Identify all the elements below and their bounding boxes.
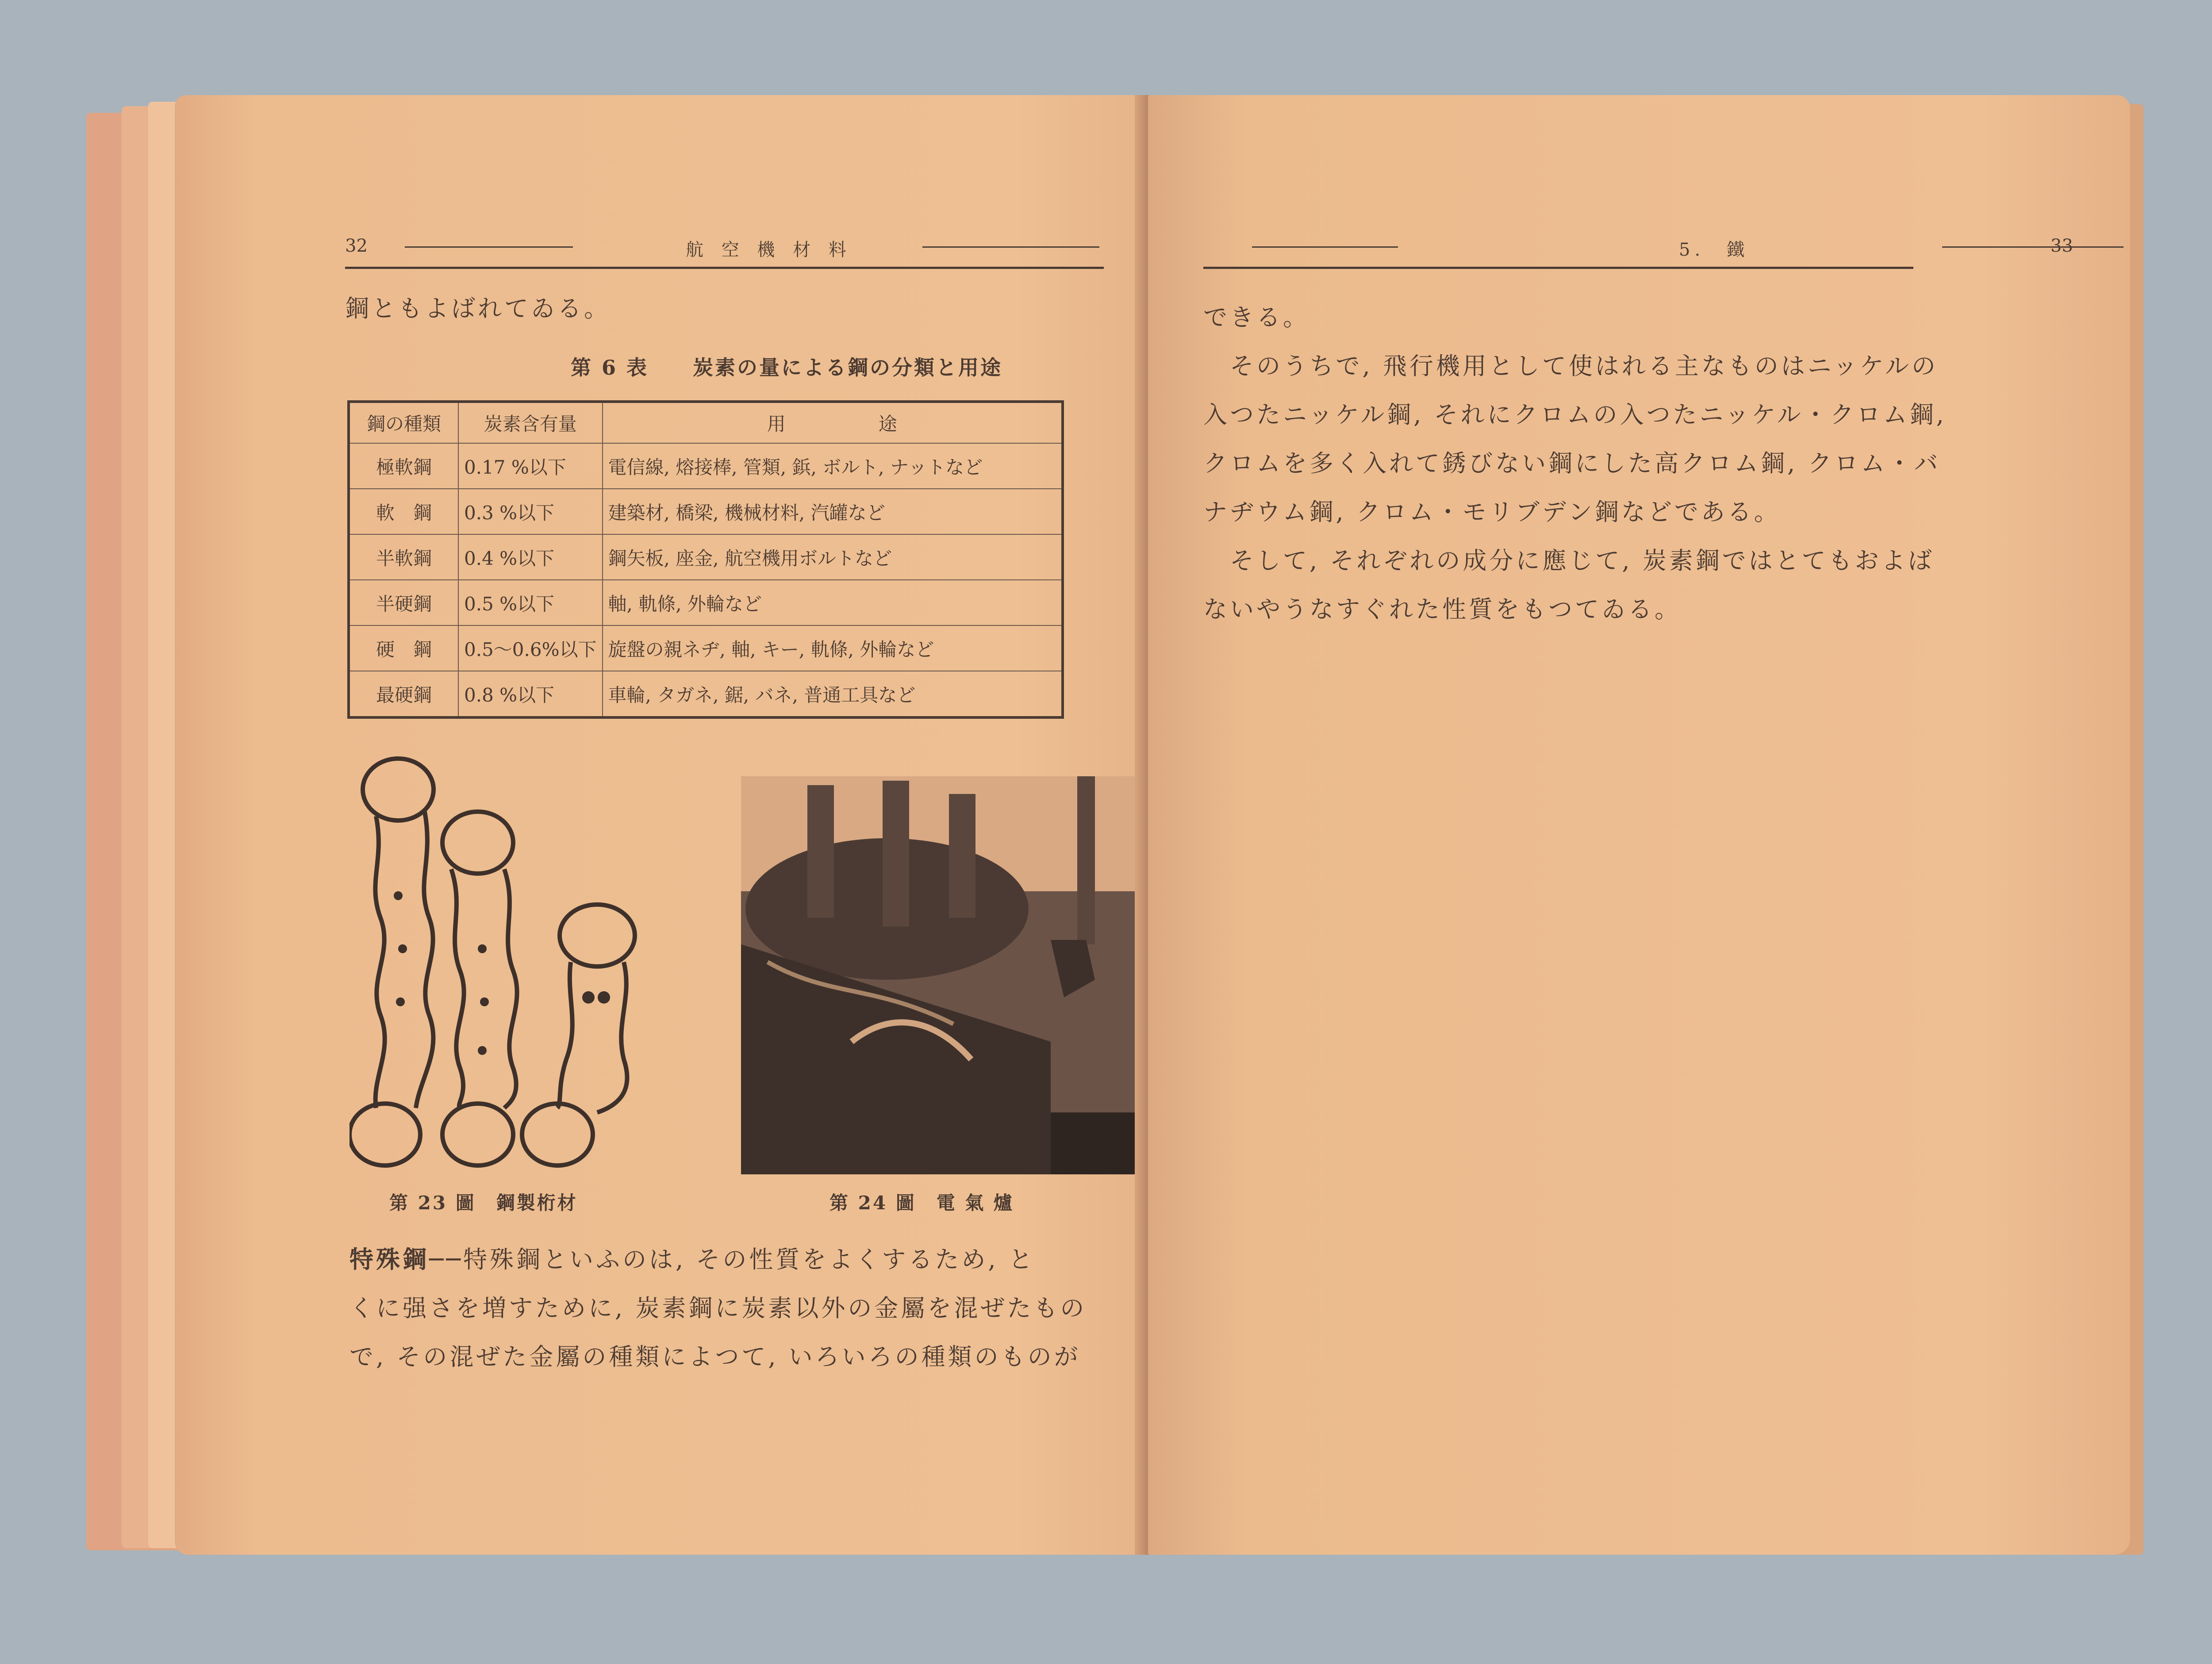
body-line: ──特殊鋼といふのは, その性質をよくするため, と [429,1246,1035,1273]
table-cell: 軟 鋼 [349,489,458,534]
table-row [349,625,1063,671]
table-title: 第 6 表 炭素の量による鋼の分類と用途 [571,356,1003,380]
body-line: クロムを多く入れて銹びない鋼にした高クロム鋼, クロム・バ [1203,449,1941,477]
body-line: そのうちで, 飛行機用として使はれる主なものはニッケルの [1203,352,1938,380]
running-head-left: 航 空 機 材 料 [686,240,853,260]
steel-girder-illustration [349,750,695,1174]
carbon-steel-table [347,400,1064,719]
open-book [86,95,2143,1564]
right-page [1148,95,2130,1555]
table-cell: 硬 鋼 [349,625,458,671]
table-row [349,443,1063,489]
header-rule-left [405,246,573,248]
table-cell: 0.5～0.6%以下 [458,625,603,671]
table-cell: 0.17 %以下 [458,443,603,489]
header-underline-left [345,267,1104,269]
header-rule-left [922,246,1099,248]
body-line: できる。 [1203,303,1310,331]
table-cell: 建築材, 橋梁, 機械材料, 汽罐など [603,489,1063,534]
header-underline-right [1203,267,1913,269]
figure-23-caption: 第 23 圖 鋼製桁材 [389,1192,578,1214]
table-row [349,534,1063,580]
table-cell: 0.3 %以下 [458,489,603,534]
table-cell: 軸, 軌條, 外輪など [603,580,1063,625]
figure-24-caption: 第 24 圖 電 氣 爐 [830,1192,1014,1214]
page-number-right: 33 [2051,236,2073,256]
table-cell: 0.4 %以下 [458,534,603,580]
table-cell: 半硬鋼 [349,580,458,625]
body-line: くに强さを増すために, 炭素鋼に炭素以外の金屬を混ぜたもの [349,1294,1087,1322]
table-cell: 0.5 %以下 [458,580,603,625]
body-line: で, その混ぜた金屬の種類によつて, いろいろの種類のものが [349,1343,1081,1371]
body-line: ないやうなすぐれた性質をもつてゐる。 [1203,595,1681,623]
table-cell: 0.8 %以下 [458,671,603,717]
table-cell: 最硬鋼 [349,671,458,717]
special-steel-heading: 特殊鋼 [349,1245,429,1273]
table-row [349,489,1063,534]
body-line: そして, それぞれの成分に應じて, 炭素鋼ではとてもおよば [1203,547,1935,575]
table-row [349,671,1063,717]
header-rule-right [1252,246,1398,248]
body-line: 鋼ともよばれてゐる。 [345,295,611,322]
table-cell: 車輪, タガネ, 鋸, バネ, 普通工具など [603,671,1063,717]
body-line: 入つたニッケル鋼, それにクロムの入つたニッケル・クロム鋼, [1203,401,1947,429]
body-line: ナヂウム鋼, クロム・モリブデン鋼などである。 [1203,498,1781,526]
table-cell: 鋼矢板, 座金, 航空機用ボルトなど [603,534,1063,580]
left-page [175,95,1228,1555]
running-head-right: 5. 鐵 [1679,240,1749,260]
table-header-cell: 炭素含有量 [458,402,603,443]
table-cell: 旋盤の親ネヂ, 軸, キー, 軌條, 外輪など [603,625,1063,671]
table-header-cell: 鋼の種類 [349,402,458,443]
electric-furnace-photo [741,776,1155,1174]
table-row [349,580,1063,625]
table-cell: 半軟鋼 [349,534,458,580]
header-rule-right [1942,246,2124,248]
table-header-row [349,402,1063,443]
table-cell: 極軟鋼 [349,443,458,489]
table-header-cell: 用 途 [603,402,1063,443]
page-number-left: 32 [345,236,368,256]
table-cell: 電信線, 熔接棒, 管類, 鋲, ボルト, ナットなど [603,443,1063,489]
